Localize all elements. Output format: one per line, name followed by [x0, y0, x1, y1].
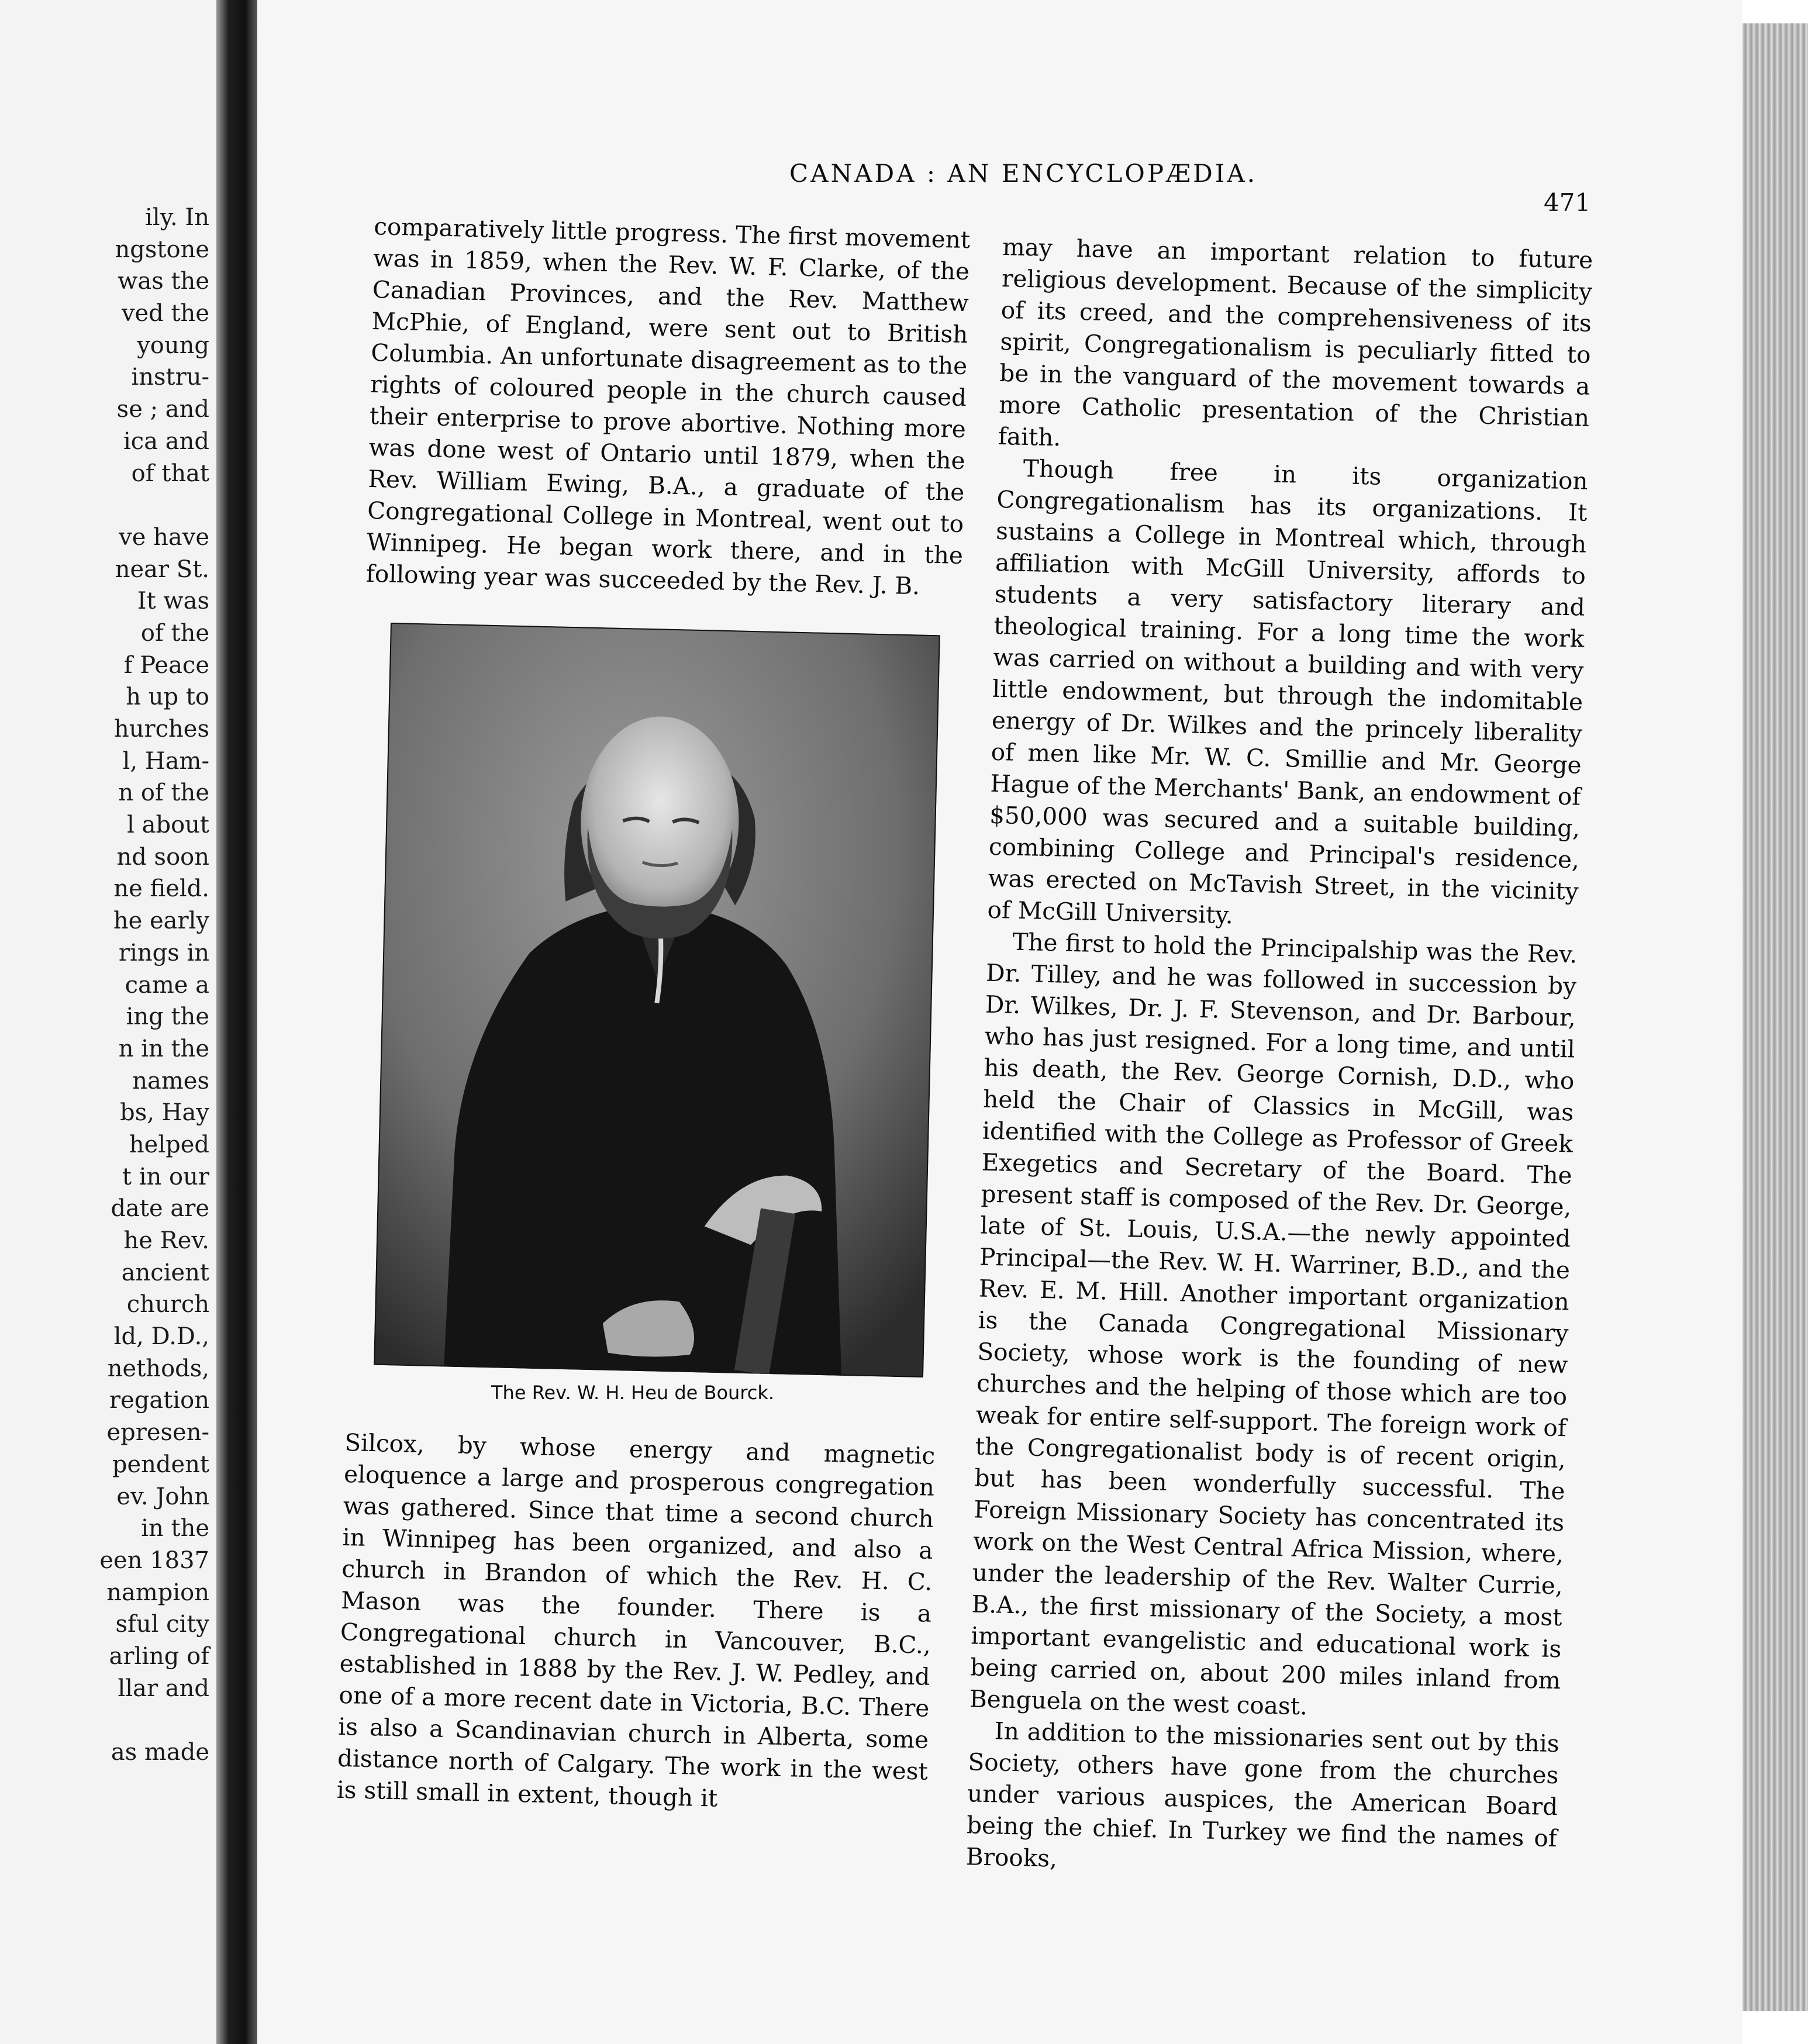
left-page-line: nd soon — [116, 843, 209, 871]
left-page-line — [11, 1704, 209, 1736]
left-page-line: instru- — [131, 364, 209, 391]
left-column-top-text — [365, 210, 970, 603]
left-page-line: he Rev. — [123, 1227, 209, 1254]
right-column-paragraph: may have an important relation to future religious development. Because of the simplicity of its creed, and the comprehensiveness of its spirit, Congregationalism is peculiarly fitted to be in the vanguard of the movement towards a more Catholic presentation of the Christian faith. — [998, 232, 1593, 452]
left-page-line: nethods, — [107, 1355, 209, 1382]
left-page-line: regation — [109, 1387, 209, 1414]
left-page-line: ngstone — [115, 236, 209, 263]
left-page-line: epresen- — [106, 1419, 209, 1446]
left-column-bottom-text — [336, 1427, 935, 1819]
left-page-line: ev. John — [116, 1483, 209, 1510]
left-column-paragraph: Silcox, by whose energy and magnetic eloquence a large and prosperous congregation was gathered. Since that time a second church in Winnipeg has been organized, and also a church in Brandon of which the Rev. H. C. Mason was the founder. There is a Congregational church in Vancouver, B.C., established in 1888 by the Rev. J. W. Pedley, and one of a more recent date in Victoria, B.C. There is also a Scandinavian church in Alberta, some distance north of Calgary. The work in the west is still small in extent, though it — [336, 1428, 936, 1812]
running-head: CANADA : AN ENCYCLOPÆDIA. — [789, 159, 1258, 188]
left-page-line: near St. — [115, 555, 209, 583]
left-page-line: was the — [118, 268, 209, 295]
left-page-line: f Peace — [123, 651, 209, 679]
left-page-line: l about — [127, 812, 209, 839]
page-edges — [1743, 23, 1808, 2011]
left-page-line: ved the — [121, 300, 209, 327]
left-page-line: date are — [111, 1195, 209, 1223]
left-page-line: bs, Hay — [120, 1099, 209, 1127]
left-page-text-column — [11, 202, 209, 1769]
left-page-line: ing the — [126, 1003, 209, 1031]
left-page-line: of the — [140, 619, 209, 647]
left-page-line: church — [126, 1291, 209, 1318]
left-page-line: n in the — [118, 1035, 209, 1062]
right-column-paragraph: In addition to the missionaries sent out by this Society, others have gone from the churches under various auspices, the American Board being the chief. In Turkey we find the names of Brooks, — [965, 1717, 1560, 1873]
left-page-line: een 1837 — [99, 1546, 209, 1574]
left-page-line: ancient — [121, 1259, 209, 1286]
left-page-line: ily. In — [145, 204, 209, 231]
left-page-line: as made — [111, 1739, 209, 1766]
left-page-line: se ; and — [116, 396, 209, 423]
left-page-line: rings in — [118, 939, 209, 966]
left-page-line: pendent — [112, 1451, 209, 1478]
portrait-image — [374, 623, 940, 1377]
left-page-line: arling of — [109, 1642, 209, 1670]
left-page-line: ld, D.D., — [113, 1323, 209, 1351]
left-page-line: ne field. — [113, 875, 209, 903]
left-page-line: l, Ham- — [122, 747, 209, 775]
left-page-line: came a — [125, 971, 209, 999]
left-page-line: n of the — [118, 779, 209, 807]
photo-caption: The Rev. W. H. Heu de Bourck. — [491, 1382, 775, 1404]
right-column-paragraph: The first to hold the Principalship was the Rev. Dr. Tilley, and he was followed in succession by Dr. Wilkes, Dr. J. F. Stevenson, and Dr. Barbour, who has just resigned. For a long time, and until his death, the Rev. George Cornish, D.D., who held the Chair of Classics in McGill, was identified with the College as Professor of Greek Exegetics and Secretary of the Board. The present staff is composed of the Rev. Dr. George, late of St. Louis, U.S.A.—the newly appointed Principal—the Rev. W. H. Warriner, B.D., and the Rev. E. M. Hill. Another important organization is the Canada Congregational Missionary Society, whose work is the founding of new churches and the helping of those which are too weak for entire self-support. The foreign work of the Congregationalist body is of recent origin, but has been wonderfully successful. The Foreign Missionary Society has concentrated its work on the West Central Africa Mission, where, under the leadership of the Rev. Walter Currie, B.A., the first missionary of the Society, a most important evangelistic and educational work is being carried on, about 200 miles inland from Benguela on the west coast. — [969, 927, 1578, 1721]
left-page-line: sful city — [115, 1611, 209, 1638]
left-page-line: of that — [131, 460, 209, 487]
page-number: 471 — [1544, 188, 1591, 217]
left-page-line: in the — [141, 1515, 209, 1542]
right-column-text — [965, 231, 1593, 1886]
left-page-line: helped — [129, 1131, 209, 1158]
left-facing-page — [0, 0, 216, 2044]
left-page-line — [11, 489, 209, 522]
left-page-line: ica and — [123, 427, 209, 455]
left-page-line: nampion — [106, 1579, 209, 1606]
portrait-photograph — [374, 623, 940, 1377]
left-page-line: t in our — [122, 1163, 209, 1190]
left-page-line: names — [132, 1067, 209, 1094]
right-column-paragraph: Though free in its organization Congregationalism has its organizations. It sustains a College in Montreal which, through affiliation with McGill University, affords to students a very satisfactory literary and theological training. For a long time the work was carried on without a building and with very little endowment, but through the indomitable energy of Dr. Wilkes and the princely liberality of men like Mr. W. C. Smillie and Mr. George Hague of the Merchants' Bank, an endowment of $50,000 was secured and a suitable building, combining College and Principal's residence, was erected on McTavish Street, in the vicinity of McGill University. — [987, 454, 1589, 930]
book-gutter — [216, 0, 257, 2044]
left-page-line: It was — [137, 588, 209, 615]
left-page-line: hurches — [113, 716, 209, 743]
left-page-line: llar and — [118, 1674, 209, 1702]
left-column-paragraph: comparatively little progress. The first movement was in 1859, when the Rev. W. F. Clarke, of the Canadian Provinces, and the Rev. Matthew McPhie, of England, were sent out to British Columbia. An unfortunate disagreement as to the rights of coloured people in the church caused their enterprise to prove abortive. Nothing more was done west of Ontario until 1879, when the Rev. William Ewing, B.A., a graduate of the Congregational College in Montreal, went out to Winnipeg. He began work there, and in the following year was succeeded by the Rev. J. B. — [365, 212, 971, 600]
left-page-line: ve have — [119, 523, 209, 551]
left-page-line: h up to — [126, 683, 209, 711]
left-page-line: young — [137, 332, 209, 359]
left-page-line: he early — [113, 907, 209, 935]
